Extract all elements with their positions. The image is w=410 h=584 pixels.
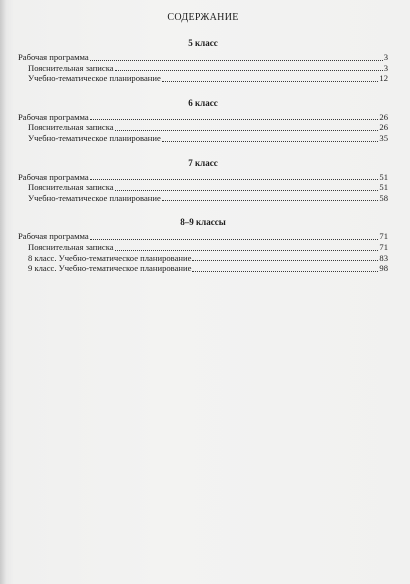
entry-label: Рабочая программа [18,52,89,62]
toc-entry[interactable] [18,242,388,253]
entry-page-number: 98 [379,263,388,274]
toc-entry[interactable] [18,112,388,123]
entry-label: Учебно-тематическое планирование [28,73,161,84]
entry-label: Пояснительная записка [28,122,114,133]
dot-leader [162,80,379,82]
entry-page-number: 35 [379,132,388,143]
toc-section-grade-6 [18,98,388,144]
section-heading: 5 класс [188,38,218,48]
section-heading: 8–9 классы [180,217,226,228]
dot-leader [192,270,378,272]
toc-entry[interactable] [18,263,388,274]
section-heading: 6 класс [188,97,218,108]
entry-page-number: 3 [383,62,388,73]
dot-leader [162,199,379,201]
entry-page-number: 51 [379,171,388,182]
entry-page-number: 58 [379,192,388,203]
dot-leader [162,140,379,142]
toc-section-grade-5 [18,38,388,84]
toc-section-grades-8-9 [18,217,388,273]
dot-leader [115,249,379,251]
toc-entry[interactable] [18,52,388,63]
entry-label: Рабочая программа [18,111,89,122]
toc-entry[interactable] [18,63,388,74]
toc-title: СОДЕРЖАНИЕ [167,12,239,23]
toc-entry[interactable] [18,253,388,264]
entry-label: Учебно-тематическое планирование [28,192,161,203]
entry-page-number: 71 [379,241,388,252]
entry-label: Рабочая программа [18,231,89,242]
entry-label: Пояснительная записка [28,62,114,73]
entry-label: Учебно-тематическое планирование [28,132,161,143]
dot-leader [115,129,379,131]
toc-section-grade-7 [18,158,388,204]
entry-page-number: 83 [379,252,388,263]
dot-leader [90,59,383,61]
toc-entry[interactable] [18,231,388,242]
page-spine-shadow [0,0,6,584]
entry-page-number: 26 [379,111,388,122]
dot-leader [192,259,378,261]
toc-entry[interactable] [18,182,388,193]
dot-leader [115,69,383,71]
section-heading: 7 класс [188,157,218,168]
entry-page-number: 12 [379,73,388,84]
entry-label: 8 класс. Учебно-тематическое планирование [28,252,192,263]
entry-label: Рабочая программа [18,171,89,182]
dot-leader [90,118,379,120]
table-of-contents [18,12,388,288]
toc-entry[interactable] [18,73,388,84]
dot-leader [90,178,379,180]
entry-page-number: 51 [379,182,388,193]
toc-entry[interactable] [18,193,388,204]
dot-leader [90,238,379,240]
entry-page-number: 3 [383,52,388,62]
entry-label: Пояснительная записка [28,182,114,193]
toc-entry[interactable] [18,133,388,144]
entry-label: Пояснительная записка [28,241,114,252]
toc-entry[interactable] [18,122,388,133]
dot-leader [115,189,379,191]
entry-page-number: 71 [379,231,388,242]
toc-entry[interactable] [18,172,388,183]
entry-label: 9 класс. Учебно-тематическое планирование [28,263,192,274]
entry-page-number: 26 [379,122,388,133]
